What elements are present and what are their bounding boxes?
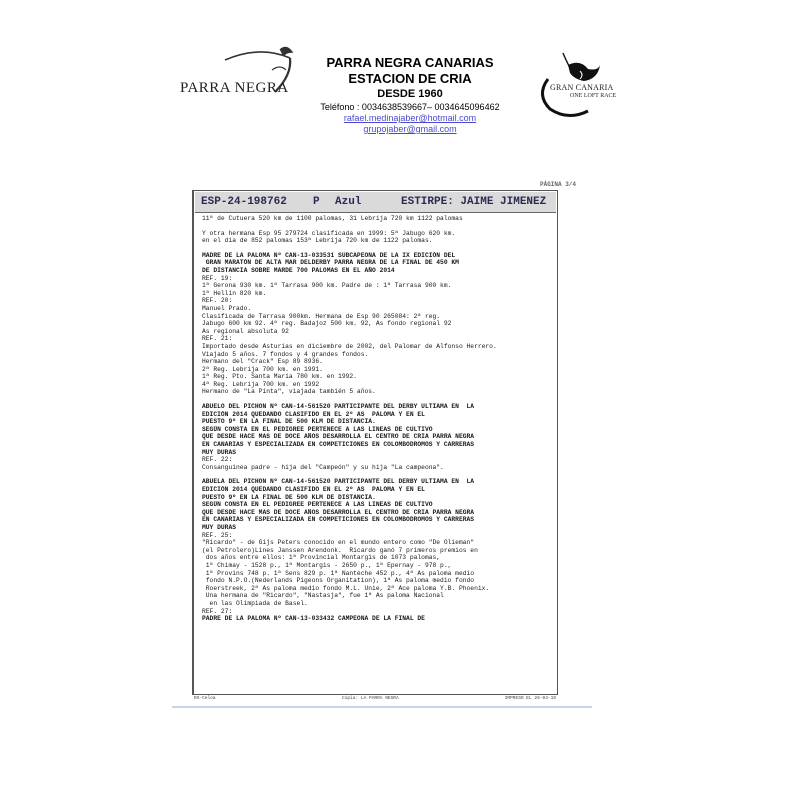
text-line: 1ª Provins 748 p. 1ª Sens 829 p. 1ª Nanteche 452 p., 4ª As paloma medio — [202, 569, 475, 577]
text-line: REF. 19: — [202, 274, 233, 282]
text-line: REF. 22: — [202, 456, 233, 464]
text-line: Jabugo 600 km 92. 4ª reg. Badajoz 500 km. 92, As fondo regional 92 — [202, 320, 452, 328]
text-line: Manuel Prado. — [202, 304, 252, 312]
text-line: REF. 20: — [202, 297, 233, 305]
text-line: 11ª de Cutuera 520 km de 1100 palomas, 31 Lebrija 720 km 1122 palomas — [202, 215, 463, 222]
brand-right-text: GRAN CANARIA — [550, 83, 614, 92]
text-line: Hermano de "La Pinta", viajada también 5 años. — [202, 388, 376, 396]
text-line: REF. 27: — [202, 607, 233, 615]
text-line: GRAN MARATÓN DE ALTA MAR DELDERBY PARRA NEGRA DE LA FINAL DE 450 KM — [202, 259, 459, 267]
text-line: QUE DESDE HACE MAS DE DOCE AÑOS DESARROLLA EL CENTRO DE CRIA PARRA NEGRA — [202, 508, 475, 516]
sex-code: P — [313, 196, 320, 208]
text-line: ABUELA DEL PICHON Nº CAN-14-561520 PARTICIPANTE DEL DERBY ULTIAMA EN LA — [202, 478, 475, 486]
text-line: REF. 25: — [202, 531, 233, 539]
text-line: Hermano del "Crack" Esp 89 8936. — [202, 358, 323, 366]
text-line: 1ª Reg. Pto. Santa María 780 km. en 1992. — [202, 373, 357, 381]
text-line: MUY DURAS — [202, 448, 237, 456]
brand-left-text: PARRA NEGRA — [180, 80, 289, 96]
text-line: ABUELO DEL PICHON Nº CAN-14-561520 PARTICIPANTE DEL DERBY ULTIAMA EN LA — [202, 403, 475, 411]
pedigree-sheet — [192, 190, 558, 695]
email-link-1[interactable]: rafael.medinajaber@hotmail.com — [343, 113, 477, 123]
text-line: dos años entre ellos: 1ª Provincial Montargis de 1073 palomas, — [202, 554, 441, 562]
paragraph-gap — [202, 396, 553, 403]
pedigree-titlebar — [195, 192, 556, 213]
divider — [172, 706, 592, 708]
page-number: PÁGINA 3/4 — [540, 181, 577, 188]
text-line: 1ª Hellin 820 km. — [202, 289, 267, 297]
text-line: PADRE DE LA PALOMA Nº CAN-13-033432 CAMPEONA DE LA FINAL DE — [202, 615, 425, 623]
footer-center: Copia: LA PARRA NEGRA — [342, 696, 399, 701]
company-subtitle: ESTACION DE CRIA — [348, 71, 472, 86]
text-line: 2ª Reg. Lebrija 700 km. en 1991. — [202, 365, 323, 373]
text-line: SEGÚN CONSTA EN EL PEDIGREE PERTENECE A LAS LINEAS DE CULTIVO — [202, 425, 433, 433]
color-value: Azul — [335, 196, 362, 208]
text-line: MADRE DE LA PALOMA Nº CAN-13-033531 SUBCAPEONA DE LA IX EDICIÓN DEL — [202, 251, 456, 259]
phone-numbers: Teléfono : 0034638539667– 0034645096462 — [320, 102, 500, 112]
text-line: QUE DESDE HACE MAS DE DOCE AÑOS DESARROLLA EL CENTRO DE CRIA PARRA NEGRA — [202, 433, 475, 441]
text-line: SEGÚN CONSTA EN EL PEDIGREE PERTENECE A LAS LINEAS DE CULTIVO — [202, 501, 433, 509]
text-line: PUESTO 9º EN LA FINAL DE 500 KLM DE DISTANCIA. — [202, 493, 376, 501]
email-link-2[interactable]: grupojaber@gmail.com — [363, 124, 457, 134]
text-line: EDICIÓN 2014 QUEDANDO CLASIFIDO EN EL 2º AS PALOMA Y EN EL — [202, 486, 425, 493]
text-line: Importado desde Asturias en diciembre de 2002, del Palomar de Alfonso Herrero. — [202, 342, 497, 350]
paragraph-gap — [202, 223, 553, 230]
text-line: DE DISTANCIA SOBRE MARDE 700 PALOMAS EN EL AÑO 2014 — [202, 266, 395, 274]
gran-canaria-logo — [528, 45, 618, 125]
letterhead — [310, 55, 510, 135]
text-line: Clasificada de Tarrasa 900km. Hermana de Esp 90 265084: 2ª reg. — [202, 312, 441, 320]
strain-label: ESTIRPE: JAIME JIMENEZ — [401, 196, 547, 208]
text-line: REF. 21: — [202, 335, 233, 343]
text-line: Una hermana de "Ricardo", "Nastasja", fue 1ª As paloma Nacional — [202, 592, 444, 600]
footer-right: IMPRESO EL 26-04-19 — [504, 696, 556, 701]
paragraph-gap — [202, 471, 553, 478]
text-line: 1ª Gerona 930 km. 1ª Tarrasa 900 km. Padre de : 1ª Tarrasa 900 km. — [202, 282, 452, 290]
paragraph-gap — [202, 245, 553, 252]
sheet-footer — [192, 696, 558, 704]
footer-left: RS-Celoa — [194, 696, 216, 701]
text-line: EDICIÓN 2014 QUEDANDO CLASIFIDO EN EL 2º AS PALOMA Y EN EL — [202, 410, 425, 418]
text-line: 4ª Reg. Lebrija 700 km. en 1992 — [202, 380, 320, 388]
ring-number: ESP-24-198762 — [201, 196, 287, 208]
pedigree-text — [202, 215, 553, 623]
text-line: MUY DURAS — [202, 523, 237, 531]
parra-negra-logo — [180, 40, 310, 110]
text-line: As regional absoluta 92 — [202, 327, 289, 335]
text-line: EN CANARIAS Y ESPECIALIZADA EN COMPETICIONES EN COLOMBODROMOS Y CARRERAS — [202, 441, 475, 449]
text-line: 1ª Chimay - 1528 p., 1ª Montargis - 2650 p., 1ª Epernay - 978 p., — [202, 561, 452, 569]
text-line: EN CANARIAS Y ESPECIALIZADA EN COMPETICIONES EN COLOMBODROMOS Y CARRERAS — [202, 516, 475, 524]
text-line: (el Petrolero)Lines Janssen Arendonk. Ricardo ganó 7 primeros premios en — [202, 546, 478, 554]
text-line: "Ricardo" - de Gijs Peters conocido en el mundo entero como "De Olieman" — [202, 539, 475, 547]
brand-right-subtext: ONE LOFT RACE — [570, 93, 617, 99]
text-line: fondo N.P.O.(Nederlands Pigeons Organitation), 1ª As paloma medio fondo — [202, 577, 475, 585]
text-line: PUESTO 9º EN LA FINAL DE 500 KLM DE DISTANCIA. — [202, 418, 376, 426]
text-line: en las Olimpiada de Basel. — [202, 599, 308, 607]
text-line: Viajado 5 años. 7 fondos y 4 grandes fondos. — [202, 350, 369, 358]
text-line: Roerstreek, 2ª As paloma medio fondo M.L. Unie, 2ª Ace paloma Y.B. Phoenix. — [202, 584, 490, 592]
since-year: DESDE 1960 — [377, 88, 443, 100]
text-line: Y otra hermana Esp 95 279724 clasificada en 1999: 5ª Jabugo 620 km. — [202, 229, 456, 237]
text-line: Consanguinea padre - hija del "Campeón" y su hija "La campeona". — [202, 463, 444, 471]
company-title: PARRA NEGRA CANARIAS — [326, 55, 494, 70]
text-line: en el dia de 852 palomas 153ª Lebrija 720 km de 1122 palomas. — [202, 237, 433, 245]
